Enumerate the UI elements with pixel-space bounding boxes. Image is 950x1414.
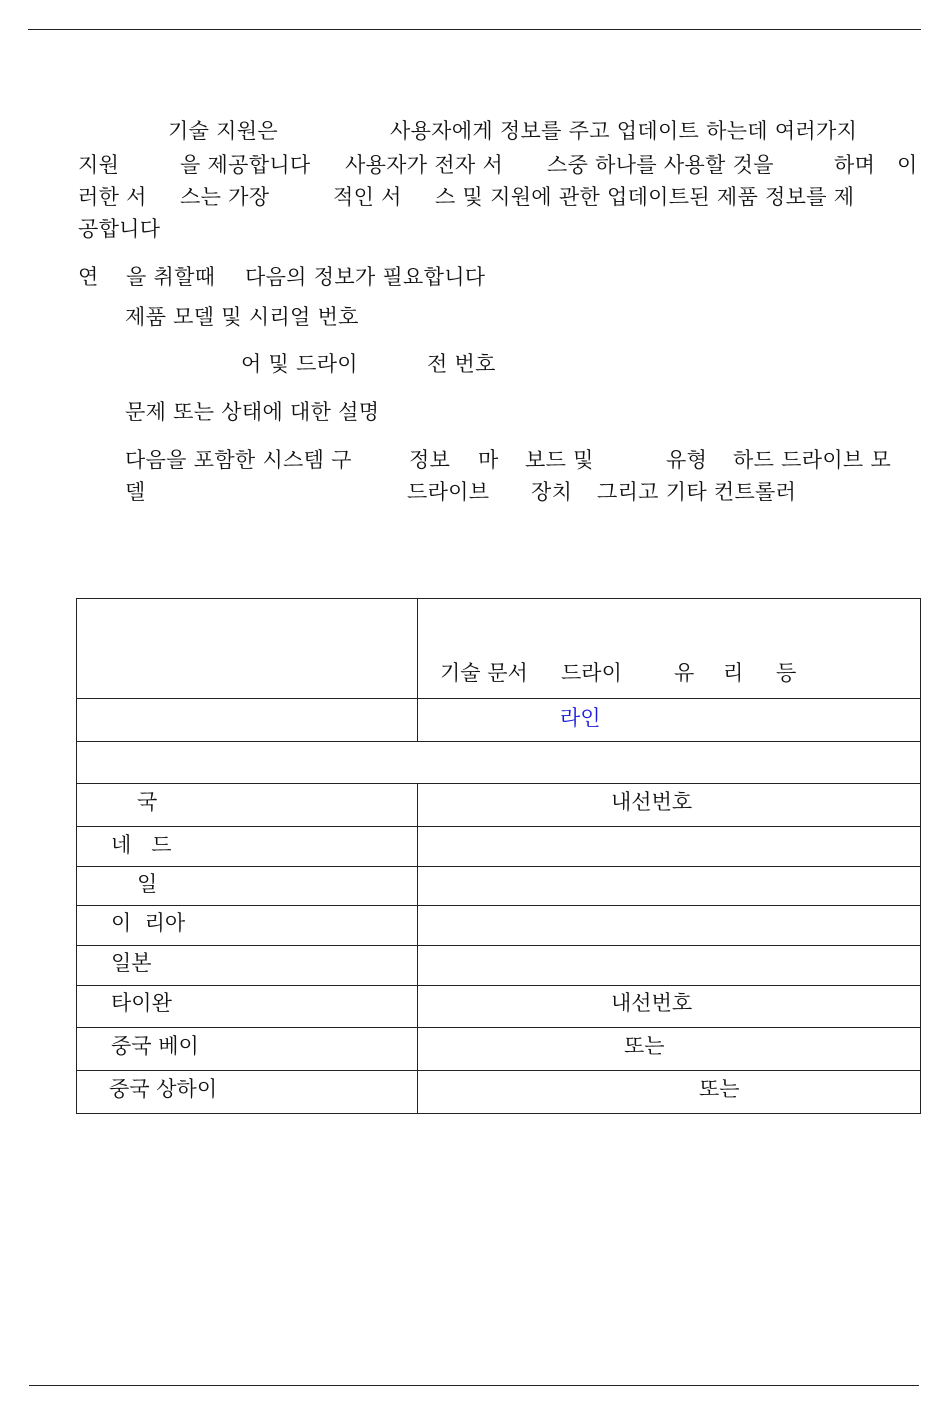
country-label: 일: [137, 872, 158, 896]
contact-intro: 을 취할때: [126, 265, 216, 289]
table-cell: [77, 599, 418, 699]
list-item: 그리고 기타 컨트롤러: [597, 480, 797, 504]
header-text: 등: [776, 661, 797, 685]
table-spacer-row: [77, 742, 921, 784]
list-item: 제품 모델 및 시리얼 번호: [125, 305, 359, 329]
table-cell: [77, 1028, 418, 1071]
table-row: [77, 867, 921, 906]
list-item: 보드 및: [525, 448, 594, 472]
country-label: 일본: [111, 951, 152, 975]
table-cell: [418, 599, 921, 699]
table-row: [77, 827, 921, 867]
list-item: 델: [125, 480, 146, 504]
list-item: 유형: [666, 448, 708, 472]
table-row: [77, 906, 921, 946]
country-label: 국: [137, 790, 158, 814]
table-cell: [77, 946, 418, 986]
table-cell: [418, 906, 921, 946]
list-item: 드라이브: [407, 480, 490, 504]
list-item: 전 번호: [427, 352, 496, 376]
table-cell: [418, 784, 921, 827]
intro-text: 이: [897, 153, 918, 177]
table-cell: [77, 906, 418, 946]
intro-text: 스 및 지원에 관한 업데이트된 제품 정보를 제: [435, 185, 855, 209]
header-text: 드라이: [561, 661, 622, 685]
header-text: 기술 문서: [440, 661, 528, 685]
contact-value: 또는: [699, 1077, 740, 1101]
country-label: 중국 베이: [111, 1034, 199, 1058]
table-cell: [418, 986, 921, 1028]
table-cell: [77, 742, 921, 784]
intro-text: 지원: [78, 153, 120, 177]
intro-text: 사용자가 전자 서: [345, 153, 504, 177]
list-item: 하드 드라이브 모: [733, 448, 892, 472]
list-item: 마: [478, 448, 499, 472]
country-label: 네 드: [111, 833, 172, 857]
table-cell: [418, 827, 921, 867]
table-cell: [418, 946, 921, 986]
table-cell: [418, 699, 921, 742]
header-text: 리: [723, 661, 744, 685]
table-cell: [77, 986, 418, 1028]
table-cell: [418, 1028, 921, 1071]
intro-text: 사용자에게 정보를 주고 업데이트 하는데 여러가지: [390, 119, 858, 143]
intro-text: 하며: [834, 153, 876, 177]
country-label: 타이완: [111, 991, 172, 1015]
contact-value: 또는: [624, 1034, 665, 1058]
table-cell: [77, 699, 418, 742]
intro-text: 을 제공합니다: [180, 153, 311, 177]
list-item: 문제 또는 상태에 대한 설명: [125, 400, 380, 424]
intro-text: 적인 서: [333, 185, 402, 209]
support-table: [76, 598, 921, 1114]
list-item: 장치: [531, 480, 573, 504]
contact-intro: 다음의 정보가 필요합니다: [245, 265, 486, 289]
country-label: 중국 상하이: [109, 1077, 218, 1101]
table-cell: [77, 867, 418, 906]
table-cell: [77, 1071, 418, 1114]
intro-text: 스중 하나를 사용할 것을: [547, 153, 774, 177]
contact-intro: 연: [78, 265, 99, 289]
table-row: [77, 986, 921, 1028]
intro-text: 러한 서: [78, 185, 147, 209]
table-row: [77, 699, 921, 742]
country-label: 이 리아: [111, 911, 186, 935]
intro-text: 기술 지원은: [168, 119, 278, 143]
table-row: [77, 784, 921, 827]
header-text: 유: [674, 661, 695, 685]
table-row: [77, 1028, 921, 1071]
table-cell: [418, 867, 921, 906]
bottom-rule: [29, 1385, 919, 1386]
contact-value: 내선번호: [611, 991, 693, 1015]
contact-value: 내선번호: [611, 790, 693, 814]
table-cell: [77, 784, 418, 827]
list-item: 다음을 포함한 시스템 구: [125, 448, 352, 472]
line-link[interactable]: 라인: [560, 706, 601, 730]
top-rule: [28, 29, 921, 30]
table-header-row: [77, 599, 921, 699]
table-row: [77, 946, 921, 986]
table-cell: [418, 1071, 921, 1114]
intro-text: 스는 가장: [180, 185, 270, 209]
table-row: [77, 1071, 921, 1114]
list-item: 정보: [409, 448, 451, 472]
list-item: 어 및 드라이: [241, 352, 358, 376]
table-cell: [77, 827, 418, 867]
intro-text: 공합니다: [78, 217, 161, 241]
